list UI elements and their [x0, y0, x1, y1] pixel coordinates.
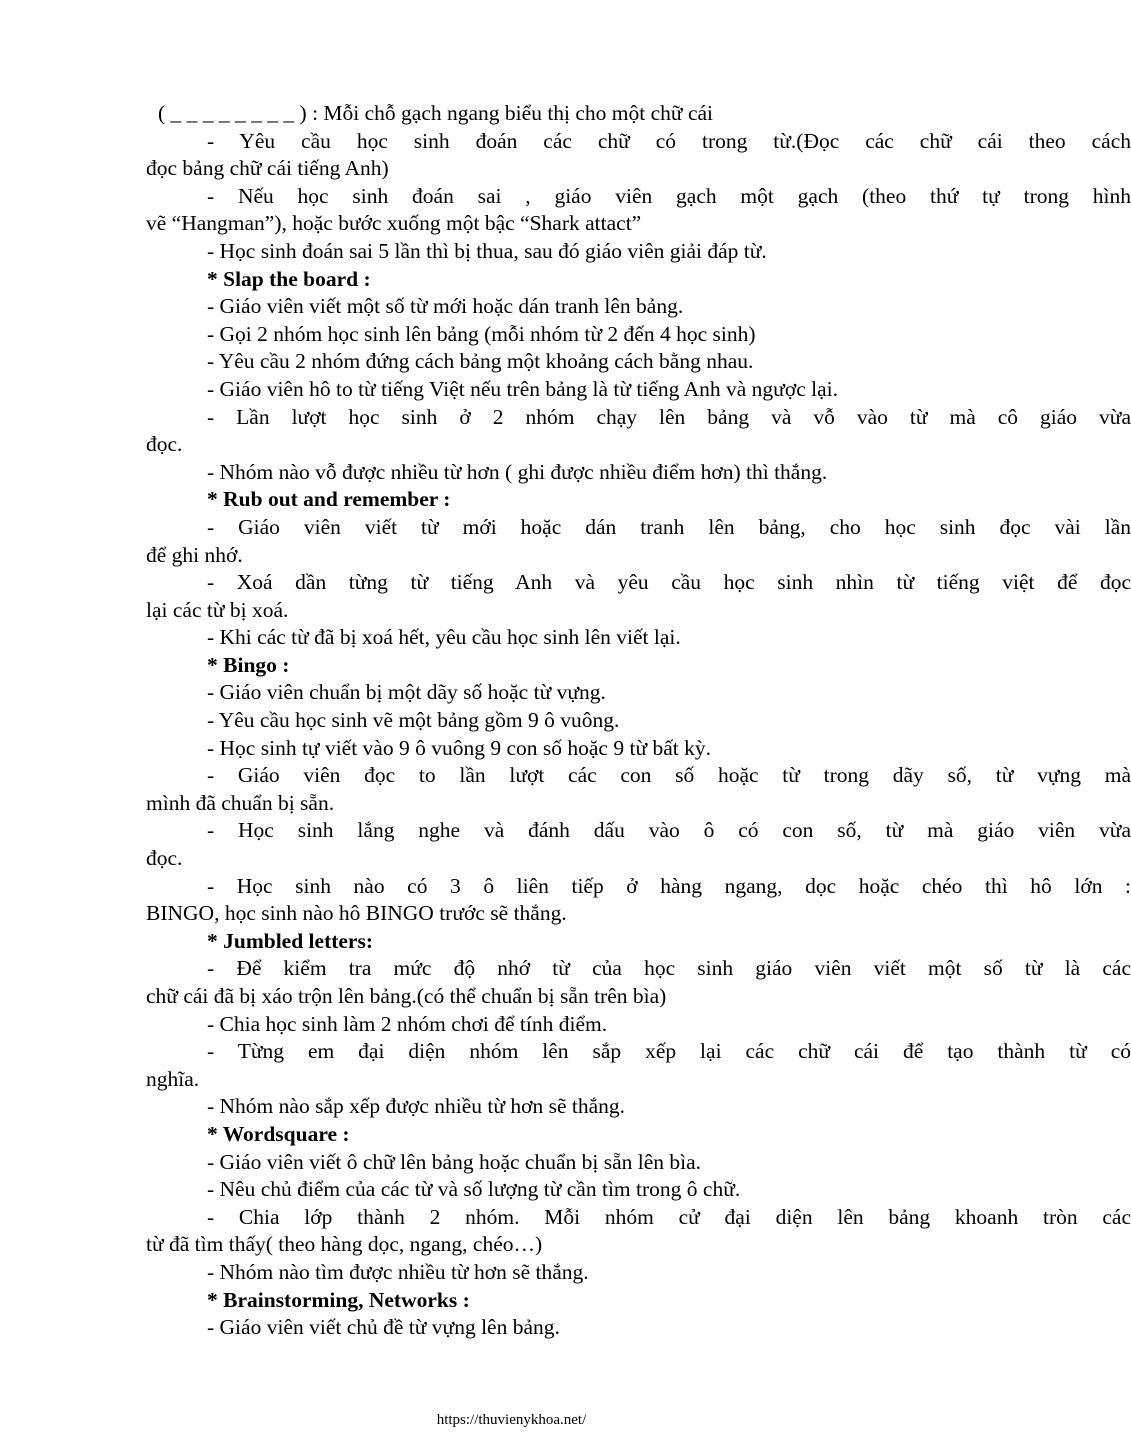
paragraph-line: - Gọi 2 nhóm học sinh lên bảng (mỗi nhóm từ 2 đến 4 học sinh) [207, 321, 756, 346]
section-heading: * Brainstorming, Networks : [207, 1287, 470, 1312]
paragraph-line: - Giáo viên viết từ mới hoặc dán tranh lên bảng, cho học sinh đọc vài lần [207, 514, 1131, 539]
paragraph-line: - Giáo viên hô to từ tiếng Việt nếu trên bảng là từ tiếng Anh và ngược lại. [207, 376, 838, 401]
paragraph-line: - Nhóm nào tìm được nhiều từ hơn sẽ thắng. [207, 1259, 589, 1284]
paragraph-line: - Giáo viên viết một số từ mới hoặc dán tranh lên bảng. [207, 294, 684, 319]
paragraph-line: - Yêu cầu 2 nhóm đứng cách bảng một khoảng cách bằng nhau. [207, 349, 754, 374]
paragraph-line: - Nhóm nào vỗ được nhiều từ hơn ( ghi được nhiều điểm hơn) thì thắng. [207, 459, 828, 484]
paragraph-line: đọc bảng chữ cái tiếng Anh) [146, 156, 389, 181]
paragraph-line: - Nếu học sinh đoán sai , giáo viên gạch một gạch (theo thứ tự trong hình [207, 183, 1131, 208]
paragraph-line: - Yêu cầu học sinh đoán các chữ có trong từ.(Đọc các chữ cái theo cách [207, 128, 1131, 153]
paragraph-line: - Lần lượt học sinh ở 2 nhóm chạy lên bảng và vỗ vào từ mà cô giáo vừa [207, 404, 1131, 429]
paragraph-line: - Giáo viên viết ô chữ lên bảng hoặc chuẩn bị sẵn lên bìa. [207, 1149, 702, 1174]
paragraph-line: để ghi nhớ. [146, 542, 243, 567]
paragraph-line: nghĩa. [146, 1066, 200, 1091]
section-heading: * Jumbled letters: [207, 928, 373, 953]
paragraph-line: từ đã tìm thấy( theo hàng dọc, ngang, chéo…) [146, 1232, 543, 1257]
paragraph-line: chữ cái đã bị xáo trộn lên bảng.(có thể chuẩn bị sẵn trên bìa) [146, 984, 667, 1008]
paragraph-line: - Học sinh lắng nghe và đánh dấu vào ô có con số, từ mà giáo viên vừa [207, 818, 1131, 843]
paragraph-line: - Học sinh tự viết vào 9 ô vuông 9 con số hoặc 9 từ bất kỳ. [207, 735, 711, 760]
paragraph-line: - Học sinh nào có 3 ô liên tiếp ở hàng ngang, dọc hoặc chéo thì hô lớn : [207, 873, 1131, 898]
paragraph-line: - Giáo viên đọc to lần lượt các con số hoặc từ trong dãy số, từ vựng mà [207, 763, 1131, 788]
paragraph-line: - Xoá dần từng từ tiếng Anh và yêu cầu học sinh nhìn từ tiếng việt để đọc [207, 570, 1131, 595]
paragraph-line: đọc. [146, 432, 183, 457]
paragraph-line: - Nêu chủ điểm của các từ và số lượng từ cần tìm trong ô chữ. [207, 1177, 741, 1202]
footer-url[interactable]: https://thuvienykhoa.net/ [436, 1412, 587, 1428]
paragraph-line: - Khi các từ đã bị xoá hết, yêu cầu học sinh lên viết lại. [207, 625, 681, 650]
section-heading: * Wordsquare : [207, 1121, 350, 1146]
document-page [0, 100, 1131, 1342]
section-heading: * Slap the board : [207, 266, 371, 291]
paragraph-line: - Giáo viên chuẩn bị một dãy số hoặc từ vựng. [207, 680, 606, 705]
paragraph-line: - Yêu cầu học sinh vẽ một bảng gồm 9 ô vuông. [207, 708, 620, 733]
paragraph-line: - Chia lớp thành 2 nhóm. Mỗi nhóm cử đại diện lên bảng khoanh tròn các [207, 1204, 1131, 1229]
paragraph-line: - Học sinh đoán sai 5 lần thì bị thua, sau đó giáo viên giải đáp từ. [207, 238, 767, 263]
section-heading: * Rub out and remember : [207, 487, 451, 512]
paragraph-line: - Giáo viên viết chủ đề từ vựng lên bảng. [207, 1315, 560, 1340]
paragraph-line: BINGO, học sinh nào hô BINGO trước sẽ thắng. [146, 901, 567, 926]
paragraph-line: - Để kiểm tra mức độ nhớ từ của học sinh giáo viên viết một số từ là các [207, 956, 1131, 981]
paragraph-line: vẽ “Hangman”), hoặc bước xuống một bậc “Shark attact” [146, 211, 642, 236]
paragraph-line: - Nhóm nào sắp xếp được nhiều từ hơn sẽ thắng. [207, 1094, 626, 1119]
paragraph-line: - Từng em đại diện nhóm lên sắp xếp lại các chữ cái để tạo thành từ có [207, 1039, 1131, 1064]
paragraph-line: - Chia học sinh làm 2 nhóm chơi để tính điểm. [207, 1011, 608, 1036]
paragraph-line: ( _ _ _ _ _ _ _ _ ) : Mỗi chỗ gạch ngang biểu thị cho một chữ cái [158, 101, 714, 125]
paragraph-line: mình đã chuẩn bị sẵn. [146, 790, 335, 815]
paragraph-line: đọc. [146, 846, 183, 871]
section-heading: * Bingo : [207, 652, 290, 677]
paragraph-line: lại các từ bị xoá. [146, 597, 289, 622]
